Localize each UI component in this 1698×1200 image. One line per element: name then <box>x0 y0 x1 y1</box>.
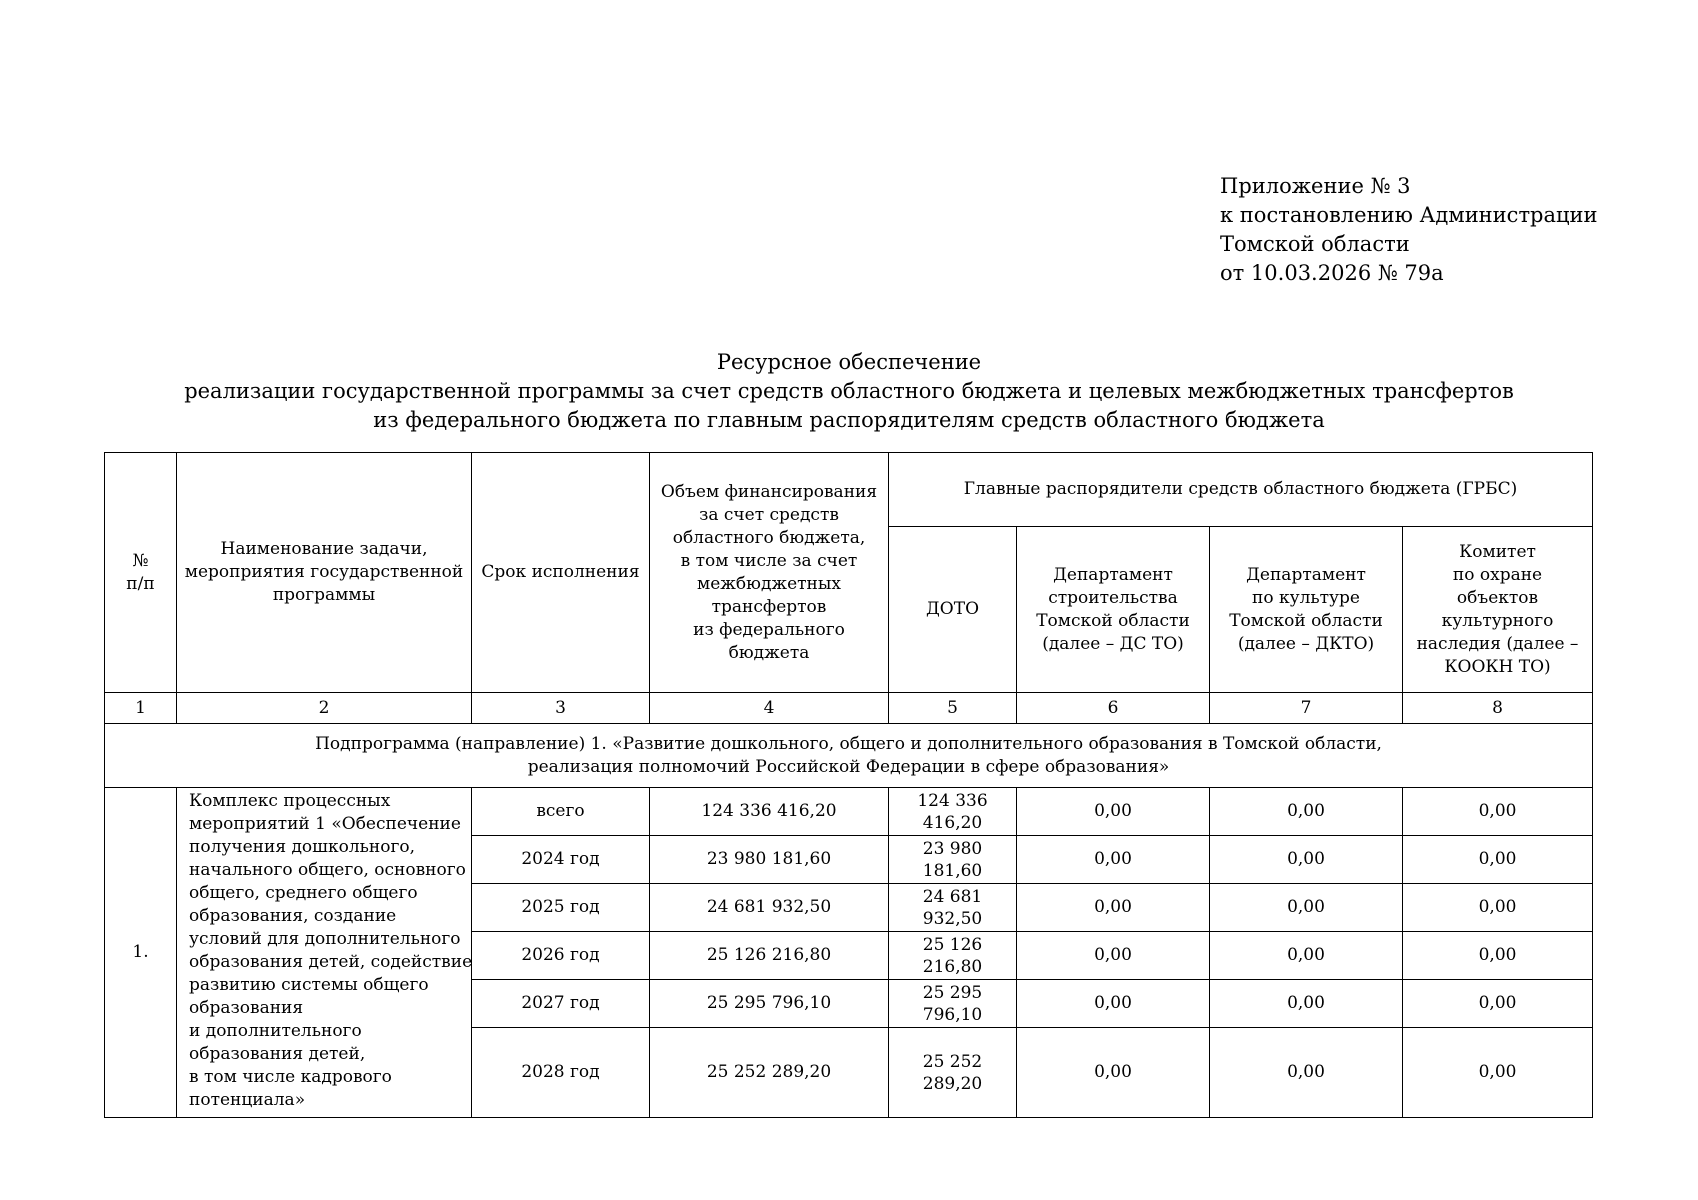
dsto-cell: 0,00 <box>1017 884 1210 932</box>
header-term: Срок исполнения <box>472 453 650 693</box>
term-cell: 2024 год <box>472 836 650 884</box>
header-volume-line: областного бюджета, <box>672 527 866 548</box>
header-grbs: Главные распорядители средств областного бюджета (ГРБС) <box>889 453 1593 527</box>
volume-cell: 25 252 289,20 <box>650 1028 889 1118</box>
dkto-cell: 0,00 <box>1210 884 1403 932</box>
appendix-line: к постановлению Администрации <box>1220 203 1598 227</box>
kookn-cell: 0,00 <box>1403 932 1593 980</box>
dkto-cell: 0,00 <box>1210 788 1403 836</box>
column-number: 1 <box>105 693 177 724</box>
doto-line: 216,80 <box>922 956 983 977</box>
header-kookn-line: культурного <box>1441 610 1554 631</box>
header-kookn-line: по охране <box>1452 564 1543 585</box>
kookn-cell: 0,00 <box>1403 1028 1593 1118</box>
item-name-line: и дополнительного <box>189 1021 362 1041</box>
header-kookn-line: КООКН ТО) <box>1444 656 1551 677</box>
header-number-line: п/п <box>126 573 155 594</box>
term-cell: 2027 год <box>472 980 650 1028</box>
header-task-line: Наименование задачи, <box>220 539 428 559</box>
header-dsto-line: Департамент <box>1053 564 1173 585</box>
title-line: реализации государственной программы за счет средств областного бюджета и целевых межбюджетных трансфертов <box>184 379 1514 403</box>
item-name-line: образования, создание <box>189 906 397 926</box>
item-name-line: развитию системы общего <box>189 975 429 995</box>
item-name-line: условий для дополнительного <box>189 929 461 949</box>
header-dsto-line: (далее – ДС ТО) <box>1042 633 1184 654</box>
term-cell: 2026 год <box>472 932 650 980</box>
column-number: 7 <box>1210 693 1403 724</box>
volume-cell: 23 980 181,60 <box>650 836 889 884</box>
doto-cell <box>889 836 1017 884</box>
budget-table <box>104 452 1593 1118</box>
doto-cell <box>889 932 1017 980</box>
header-volume <box>650 453 889 693</box>
doto-line: 25 295 <box>922 982 983 1003</box>
column-number-row <box>105 693 1593 724</box>
item-name-line: получения дошкольного, <box>189 837 415 857</box>
item-name-line: в том числе кадрового <box>189 1067 392 1087</box>
column-number: 8 <box>1403 693 1593 724</box>
table-row <box>105 788 1593 836</box>
appendix-line: от 10.03.2026 № 79а <box>1220 261 1444 285</box>
dkto-cell: 0,00 <box>1210 932 1403 980</box>
doto-cell <box>889 1028 1017 1118</box>
header-task-name <box>177 453 472 693</box>
kookn-cell: 0,00 <box>1403 980 1593 1028</box>
subprogram-line: реализация полномочий Российской Федерации в сфере образования» <box>527 756 1170 777</box>
dkto-cell: 0,00 <box>1210 1028 1403 1118</box>
header-volume-line: трансфертов <box>711 596 827 617</box>
header-volume-line: за счет средств <box>699 504 839 525</box>
item-number: 1. <box>105 788 177 1118</box>
appendix-line: Приложение № 3 <box>1220 174 1411 198</box>
item-name-line: начального общего, основного <box>189 860 466 880</box>
doto-line: 25 126 <box>922 934 983 955</box>
header-doto: ДОТО <box>889 527 1017 693</box>
dkto-cell: 0,00 <box>1210 980 1403 1028</box>
header-number-line: № <box>132 550 149 571</box>
doto-cell <box>889 980 1017 1028</box>
header-volume-line: бюджета <box>728 642 810 663</box>
doto-line: 25 252 <box>922 1051 983 1072</box>
dsto-cell: 0,00 <box>1017 932 1210 980</box>
dkto-cell: 0,00 <box>1210 836 1403 884</box>
column-number: 2 <box>177 693 472 724</box>
header-kookn-line: объектов <box>1456 587 1539 608</box>
header-kookn-line: наследия (далее – <box>1416 633 1579 654</box>
header-task-line: мероприятия государственной <box>184 562 464 582</box>
header-dkto <box>1210 527 1403 693</box>
header-dsto-line: Томской области <box>1036 610 1190 631</box>
header-volume-line: Объем финансирования <box>660 481 878 502</box>
column-number: 6 <box>1017 693 1210 724</box>
column-number: 5 <box>889 693 1017 724</box>
dsto-cell: 0,00 <box>1017 980 1210 1028</box>
doto-cell <box>889 884 1017 932</box>
header-dkto-line: Департамент <box>1246 564 1366 585</box>
dsto-cell: 0,00 <box>1017 788 1210 836</box>
title-line: из федерального бюджета по главным распорядителям средств областного бюджета <box>373 408 1325 432</box>
doto-line: 932,50 <box>922 908 983 929</box>
appendix-block <box>1220 172 1598 288</box>
header-dkto-line: Томской области <box>1229 610 1383 631</box>
column-number: 4 <box>650 693 889 724</box>
header-volume-line: межбюджетных <box>697 573 841 594</box>
kookn-cell: 0,00 <box>1403 884 1593 932</box>
item-name-line: образования <box>189 998 304 1018</box>
item-name-line: Комплекс процессных <box>189 791 391 811</box>
header-task-line: программы <box>272 585 376 605</box>
title-line: Ресурсное обеспечение <box>716 350 982 374</box>
appendix-line: Томской области <box>1220 232 1410 256</box>
volume-cell: 124 336 416,20 <box>650 788 889 836</box>
dsto-cell: 0,00 <box>1017 1028 1210 1118</box>
column-number: 3 <box>472 693 650 724</box>
header-kookn-line: Комитет <box>1459 541 1536 562</box>
doto-line: 23 980 <box>922 838 983 859</box>
document-title <box>104 348 1594 435</box>
term-cell: 2028 год <box>472 1028 650 1118</box>
item-name-line: потенциала» <box>189 1090 306 1110</box>
header-volume-line: в том числе за счет <box>680 550 858 571</box>
doto-line: 181,60 <box>922 860 983 881</box>
header-dkto-line: по культуре <box>1251 587 1360 608</box>
volume-cell: 25 295 796,10 <box>650 980 889 1028</box>
subprogram-heading <box>105 724 1593 788</box>
header-number <box>105 453 177 693</box>
item-name-line: образования детей, содействие <box>189 952 473 972</box>
header-dsto-line: строительства <box>1048 587 1178 608</box>
kookn-cell: 0,00 <box>1403 836 1593 884</box>
volume-cell: 25 126 216,80 <box>650 932 889 980</box>
header-dkto-line: (далее – ДКТО) <box>1237 633 1375 654</box>
term-cell: всего <box>472 788 650 836</box>
dsto-cell: 0,00 <box>1017 836 1210 884</box>
subprogram-line: Подпрограмма (направление) 1. «Развитие дошкольного, общего и дополнительного образования в Томской области, <box>315 733 1382 754</box>
header-dsto <box>1017 527 1210 693</box>
header-kookn <box>1403 527 1593 693</box>
item-name-line: общего, среднего общего <box>189 883 418 903</box>
header-volume-line: из федерального <box>693 619 845 640</box>
doto-line: 289,20 <box>922 1073 983 1094</box>
doto-cell <box>889 788 1017 836</box>
item-name <box>177 788 472 1118</box>
volume-cell: 24 681 932,50 <box>650 884 889 932</box>
doto-line: 796,10 <box>922 1004 983 1025</box>
item-name-line: мероприятий 1 «Обеспечение <box>189 814 461 834</box>
term-cell: 2025 год <box>472 884 650 932</box>
kookn-cell: 0,00 <box>1403 788 1593 836</box>
doto-line: 416,20 <box>922 812 983 833</box>
item-name-line: образования детей, <box>189 1044 366 1064</box>
doto-line: 124 336 <box>917 790 988 811</box>
doto-line: 24 681 <box>922 886 983 907</box>
